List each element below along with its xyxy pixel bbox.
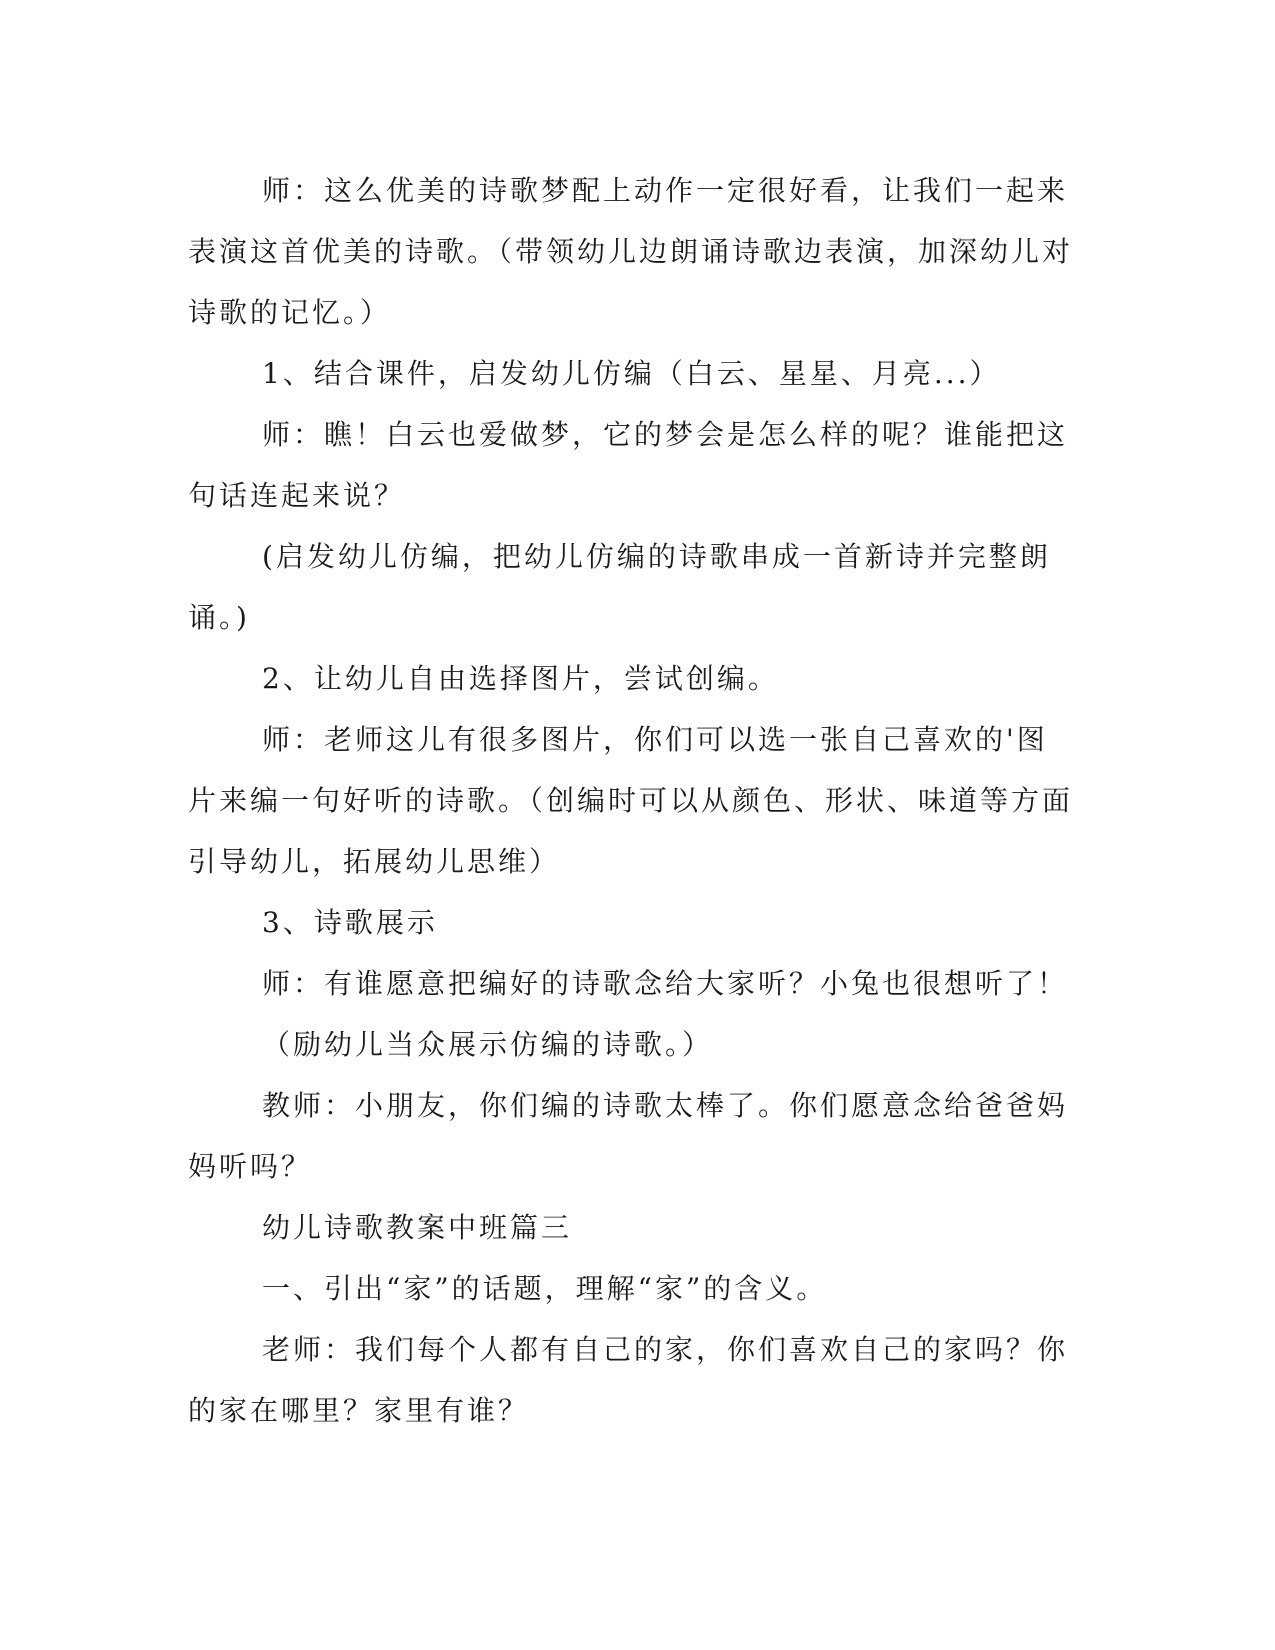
paragraph-step-1: 1、结合课件，启发幼儿仿编（白云、星星、月亮...） [262, 357, 1001, 390]
paragraph-teacher-perform: 师：这么优美的诗歌梦配上动作一定很好看，让我们一起来表演这首优美的诗歌。（带领幼儿边朗诵诗歌边表演，加深幼儿对诗歌的记忆。） [188, 174, 1074, 329]
document-body [188, 160, 1076, 1441]
paragraph-encourage-note: （励幼儿当众展示仿编的诗歌。） [262, 1028, 714, 1061]
paragraph-teacher-praise: 教师：小朋友，你们编的诗歌太棒了。你们愿意念给爸爸妈妈听吗？ [188, 1089, 1069, 1183]
paragraph-teacher-cloud: 师：瞧！白云也爱做梦，它的梦会是怎么样的呢？谁能把这句话连起来说？ [188, 418, 1069, 512]
paragraph-step-2: 2、让幼儿自由选择图片，尝试创编。 [262, 662, 779, 695]
paragraph-teacher-home: 老师：我们每个人都有自己的家，你们喜欢自己的家吗？你的家在哪里？家里有谁？ [188, 1333, 1069, 1427]
paragraph-step-3: 3、诗歌展示 [262, 906, 438, 939]
paragraph-teacher-share: 师：有谁愿意把编好的诗歌念给大家听？小兔也很想听了！ [262, 967, 1069, 1000]
paragraph-teacher-pictures: 师：老师这儿有很多图片，你们可以选一张自己喜欢的'图片来编一句好听的诗歌。（创编时可以从颜色、形状、味道等方面引导幼儿，拓展幼儿思维） [188, 723, 1074, 878]
paragraph-part-1: 一、引出“家”的话题，理解“家”的含义。 [262, 1272, 828, 1305]
paragraph-inspire-note: (启发幼儿仿编，把幼儿仿编的诗歌串成一首新诗并完整朗诵。) [188, 540, 1051, 634]
section-heading: 幼儿诗歌教案中班篇三 [262, 1211, 573, 1244]
